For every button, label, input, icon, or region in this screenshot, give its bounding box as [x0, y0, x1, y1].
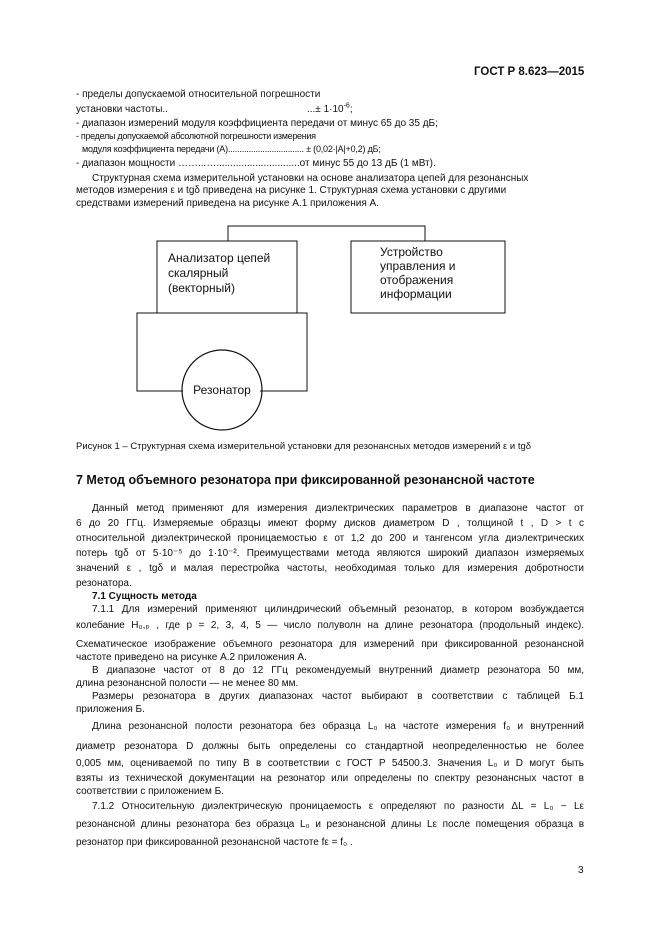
connector-right [260, 313, 307, 391]
control-label-line-3: отображения [380, 273, 454, 287]
intro-line-1: Структурная схема измерительной установки на основе анализатора цепей для резонансных [92, 173, 529, 184]
p-length-line-5: соответствии с приложением Б. [76, 786, 224, 797]
p711-line-1: 7.1.1 Для измерений применяют цилиндрический объемный резонатор, в котором возбуждается [92, 604, 584, 615]
section-p1-line-2: 6 до 20 ГГц. Измеряемые образцы имеют форму дисков диаметром D , толщиной t , D > t с [76, 518, 584, 529]
section-p1-line-6: резонатора. [76, 578, 132, 589]
p712-line-3: резонатор при фиксированной резонансной частоте fε = f₀ . [76, 837, 353, 848]
connector-left [137, 313, 183, 391]
page-number: 3 [578, 865, 584, 876]
p-length-line-1: Длина резонансной полости резонатора без образца L₀ на частоте измерения f₀ и внутренний [92, 721, 584, 732]
section-title: 7 Метод объемного резонатора при фиксированной резонансной частоте [76, 473, 535, 487]
p711-line-2: колебание H₀,ₚ , где p = 2, 3, 4, 5 — число полуволн на длине резонатора (продольный индекс). [76, 620, 584, 631]
spec-line-4: - пределы допускаемой абсолютной погрешности измерения [76, 131, 316, 141]
p-length-line-4: взяты из технической документации на резонатор или определены по спектру резонансных частот в [76, 773, 584, 784]
spec-line-2-exponent: -6 [343, 102, 350, 110]
p-sizes-line-2: приложения Б. [76, 704, 145, 715]
section-p1-line-4: потерь tgδ от 5·10⁻⁵ до 1·10⁻². Преимуществами метода являются широкий диапазон измеряемых [76, 548, 584, 559]
spec-line-2-end: ; [349, 104, 353, 115]
p-sizes-line-1: Размеры резонатора в других диапазонах частот выбирают в соответствии с таблицей Б.1 [92, 691, 584, 702]
analyzer-label-line-1: Анализатор цепей [168, 251, 271, 265]
p711-line-4: частоте приведено на рисунке А.2 приложения А. [76, 652, 307, 663]
control-label-line-2: управления и [380, 259, 456, 273]
section-p1-line-1: Данный метод применяют для измерения диэлектрических параметров в диапазоне частот от [92, 503, 584, 514]
control-label-line-1: Устройство [380, 245, 443, 259]
p712-line-2: резонансной длины резонатора без образца L₀ и резонансной длины Lε после помещения образца в [76, 819, 584, 830]
spec-line-3: - диапазон измерений модуля коэффициента передачи от минус 65 до 35 дБ; [76, 118, 438, 129]
analyzer-label-line-3: (векторный) [168, 281, 235, 295]
p712-line-1: 7.1.2 Относительную диэлектрическую проницаемость ε определяют по разности ΔL = L₀ − Lε [92, 801, 584, 812]
analyzer-label-line-2: скалярный [168, 266, 229, 280]
connector-top [228, 226, 425, 241]
spec-line-1: - пределы допускаемой относительной погрешности [76, 89, 321, 100]
document-standard-header: ГОСТ Р 8.623—2015 [474, 66, 585, 78]
p-length-line-2: диаметр резонатора D должны быть определены со стандартной неопределенностью не более [76, 741, 584, 752]
resonator-label: Резонатор [193, 383, 251, 397]
control-label-line-4: информации [380, 287, 452, 301]
p-range-line-2: длина резонансной полости — не менее 80 мм. [76, 678, 299, 689]
figure-caption: Рисунок 1 – Структурная схема измерительной установки для резонансных методов измерений ε и tgδ [76, 441, 532, 452]
spec-line-6: - диапазон мощности ……...…..............................от минус 55 до 13 дБ (1 мВт). [76, 158, 436, 169]
intro-line-2: методов измерения ε и tgδ приведена на рисунке 1. Структурная схема установки с другими [76, 185, 507, 196]
section-p1-line-3: относительной диэлектрической проницаемостью ε от 1,2 до 200 и тангенсом угла диэлектрических [76, 533, 584, 544]
p711-line-3: Схематическое изображение объемного резонатора для измерений при фиксированной резонансной [76, 639, 584, 650]
subsection-7-1-title: 7.1 Сущность метода [92, 591, 197, 602]
intro-line-3: средствами измерений приведена на рисунке А.1 приложения А. [76, 198, 379, 209]
p-range-line-1: В диапазоне частот от 8 до 12 ГГц рекомендуемый внутренний диаметр резонатора 50 мм, [92, 665, 584, 676]
p-length-line-3: 0,005 мм, оцениваемой по типу В в соответствии с ГОСТ Р 54500.3. Значения L₀ и D могут быть [76, 758, 584, 769]
spec-line-2-label: установки частоты.. [76, 104, 168, 115]
spec-line-2-value: ...± 1·10 [306, 104, 344, 115]
section-p1-line-5: значений ε , tgδ и малая перестройка частоты, необходимая только для измерения добротности [76, 563, 584, 574]
spec-line-5: модуля коэффициента передачи (A)................................. ± (0,02·|A|+0,2) дБ; [82, 144, 381, 154]
